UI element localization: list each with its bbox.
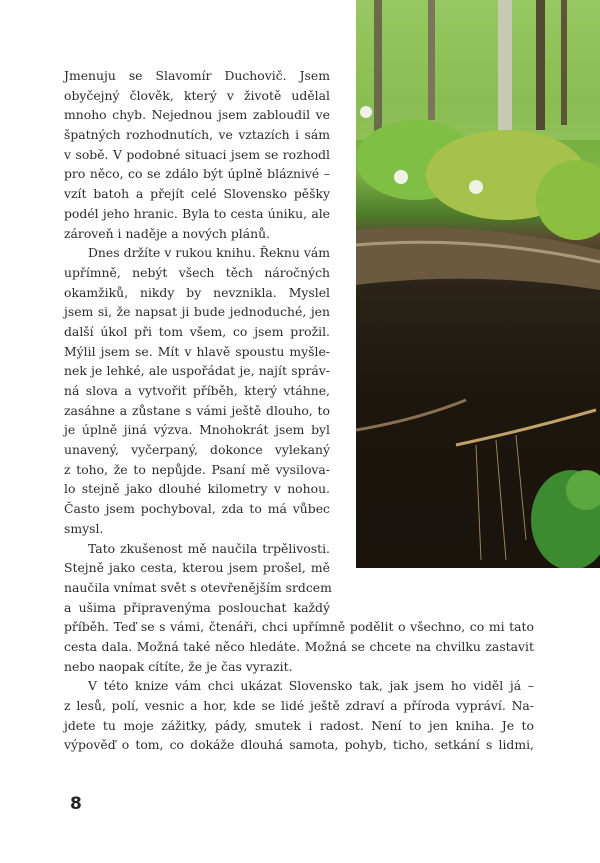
text-line: naučila vnímat svět s otevřenějším srdcem xyxy=(64,579,332,595)
text-line: zároveň i naděje a nových plánů. xyxy=(64,225,271,241)
paragraph-3 xyxy=(64,539,534,677)
text-line: Jmenuju se Slavomír Duchovič. Jsem xyxy=(64,68,330,83)
body-text xyxy=(64,66,534,755)
text-line: mnoho chyb. Nejednou jsem zabloudil ve xyxy=(64,107,330,123)
text-line: Dnes držíte v rukou knihu. Řeknu vám xyxy=(88,245,330,261)
text-line: okamžiků, nikdy by nevznikla. Myslel xyxy=(64,284,330,300)
text-line: další úkol při tom všem, co jsem prožil. xyxy=(64,323,330,339)
text-line: výpověď o tom, co dokáže dlouhá samota, pohyb, ticho, setkání s lidmi, xyxy=(64,737,534,753)
text-line: Stejně jako cesta, kterou jsem prošel, mě xyxy=(64,560,330,576)
text-line: z toho, že to nepůjde. Psaní mě vysilova- xyxy=(64,461,330,477)
text-line: a ušima připravenýma poslouchat každý xyxy=(64,599,330,615)
text-line: smysl. xyxy=(64,520,104,536)
text-line: obyčejný člověk, který v životě udělal xyxy=(64,87,330,103)
text-line: vzít batoh a přejít celé Slovensko pěšky xyxy=(64,186,330,202)
text-line: cesta dala. Možná také něco hledáte. Možná se chcete na chvilku zastavit xyxy=(64,638,534,654)
text-line: pro něco, co se zdálo být úplně bláznivé – xyxy=(64,166,330,182)
text-line: unavený, vyčerpaný, dokonce vylekaný xyxy=(64,442,330,458)
text-line: je úplně jiná výzva. Mnohokrát jsem byl xyxy=(64,422,330,438)
text-line: Tato zkušenost mě naučila trpělivosti. xyxy=(88,540,330,556)
text-line: Mýlil jsem se. Mít v hlavě spoustu myšle- xyxy=(64,343,330,359)
text-line: jdete tu moje zážitky, pády, smutek i radost. Není to jen kniha. Je to xyxy=(64,717,534,733)
text-line: podél jeho hranic. Byla to cesta úniku, ale xyxy=(64,205,330,221)
paragraph-4 xyxy=(64,676,534,755)
text-line: jsem si, že napsat ji bude jednoduché, jen xyxy=(64,304,330,320)
text-line: špatných rozhodnutích, ve vztazích i sám xyxy=(64,127,330,143)
text-line: V této knize vám chci ukázat Slovensko tak, jak jsem ho viděl já – xyxy=(88,678,534,694)
text-line: lo stejně jako dlouhé kilometry v nohou. xyxy=(64,481,330,497)
text-line: ná slova a vytvořit příběh, který vtáhne, xyxy=(64,383,330,398)
paragraph-2 xyxy=(64,243,534,538)
text-line: příběh. Teď se s vámi, čtenáři, chci upřímně podělit o všechno, co mi tato xyxy=(64,619,534,635)
paragraph-1 xyxy=(64,66,534,243)
text-line: nebo naopak cítíte, že je čas vyrazit. xyxy=(64,658,293,674)
text-line: v sobě. V podobné situaci jsem se rozhodl xyxy=(64,146,330,162)
text-line: Často jsem pochyboval, zda to má vůbec xyxy=(64,501,330,517)
text-line: nek je lehké, ale uspořádat je, najít správ- xyxy=(64,363,330,379)
text-line: z lesů, polí, vesnic a hor, kde se lidé ještě zdraví a příroda vypráví. Na- xyxy=(64,698,534,713)
text-line: upřímně, nebýt všech těch náročných xyxy=(64,264,330,280)
page-number: 8 xyxy=(70,794,82,814)
text-line: zasáhne a zůstane s vámi ještě dlouho, to xyxy=(64,402,330,418)
